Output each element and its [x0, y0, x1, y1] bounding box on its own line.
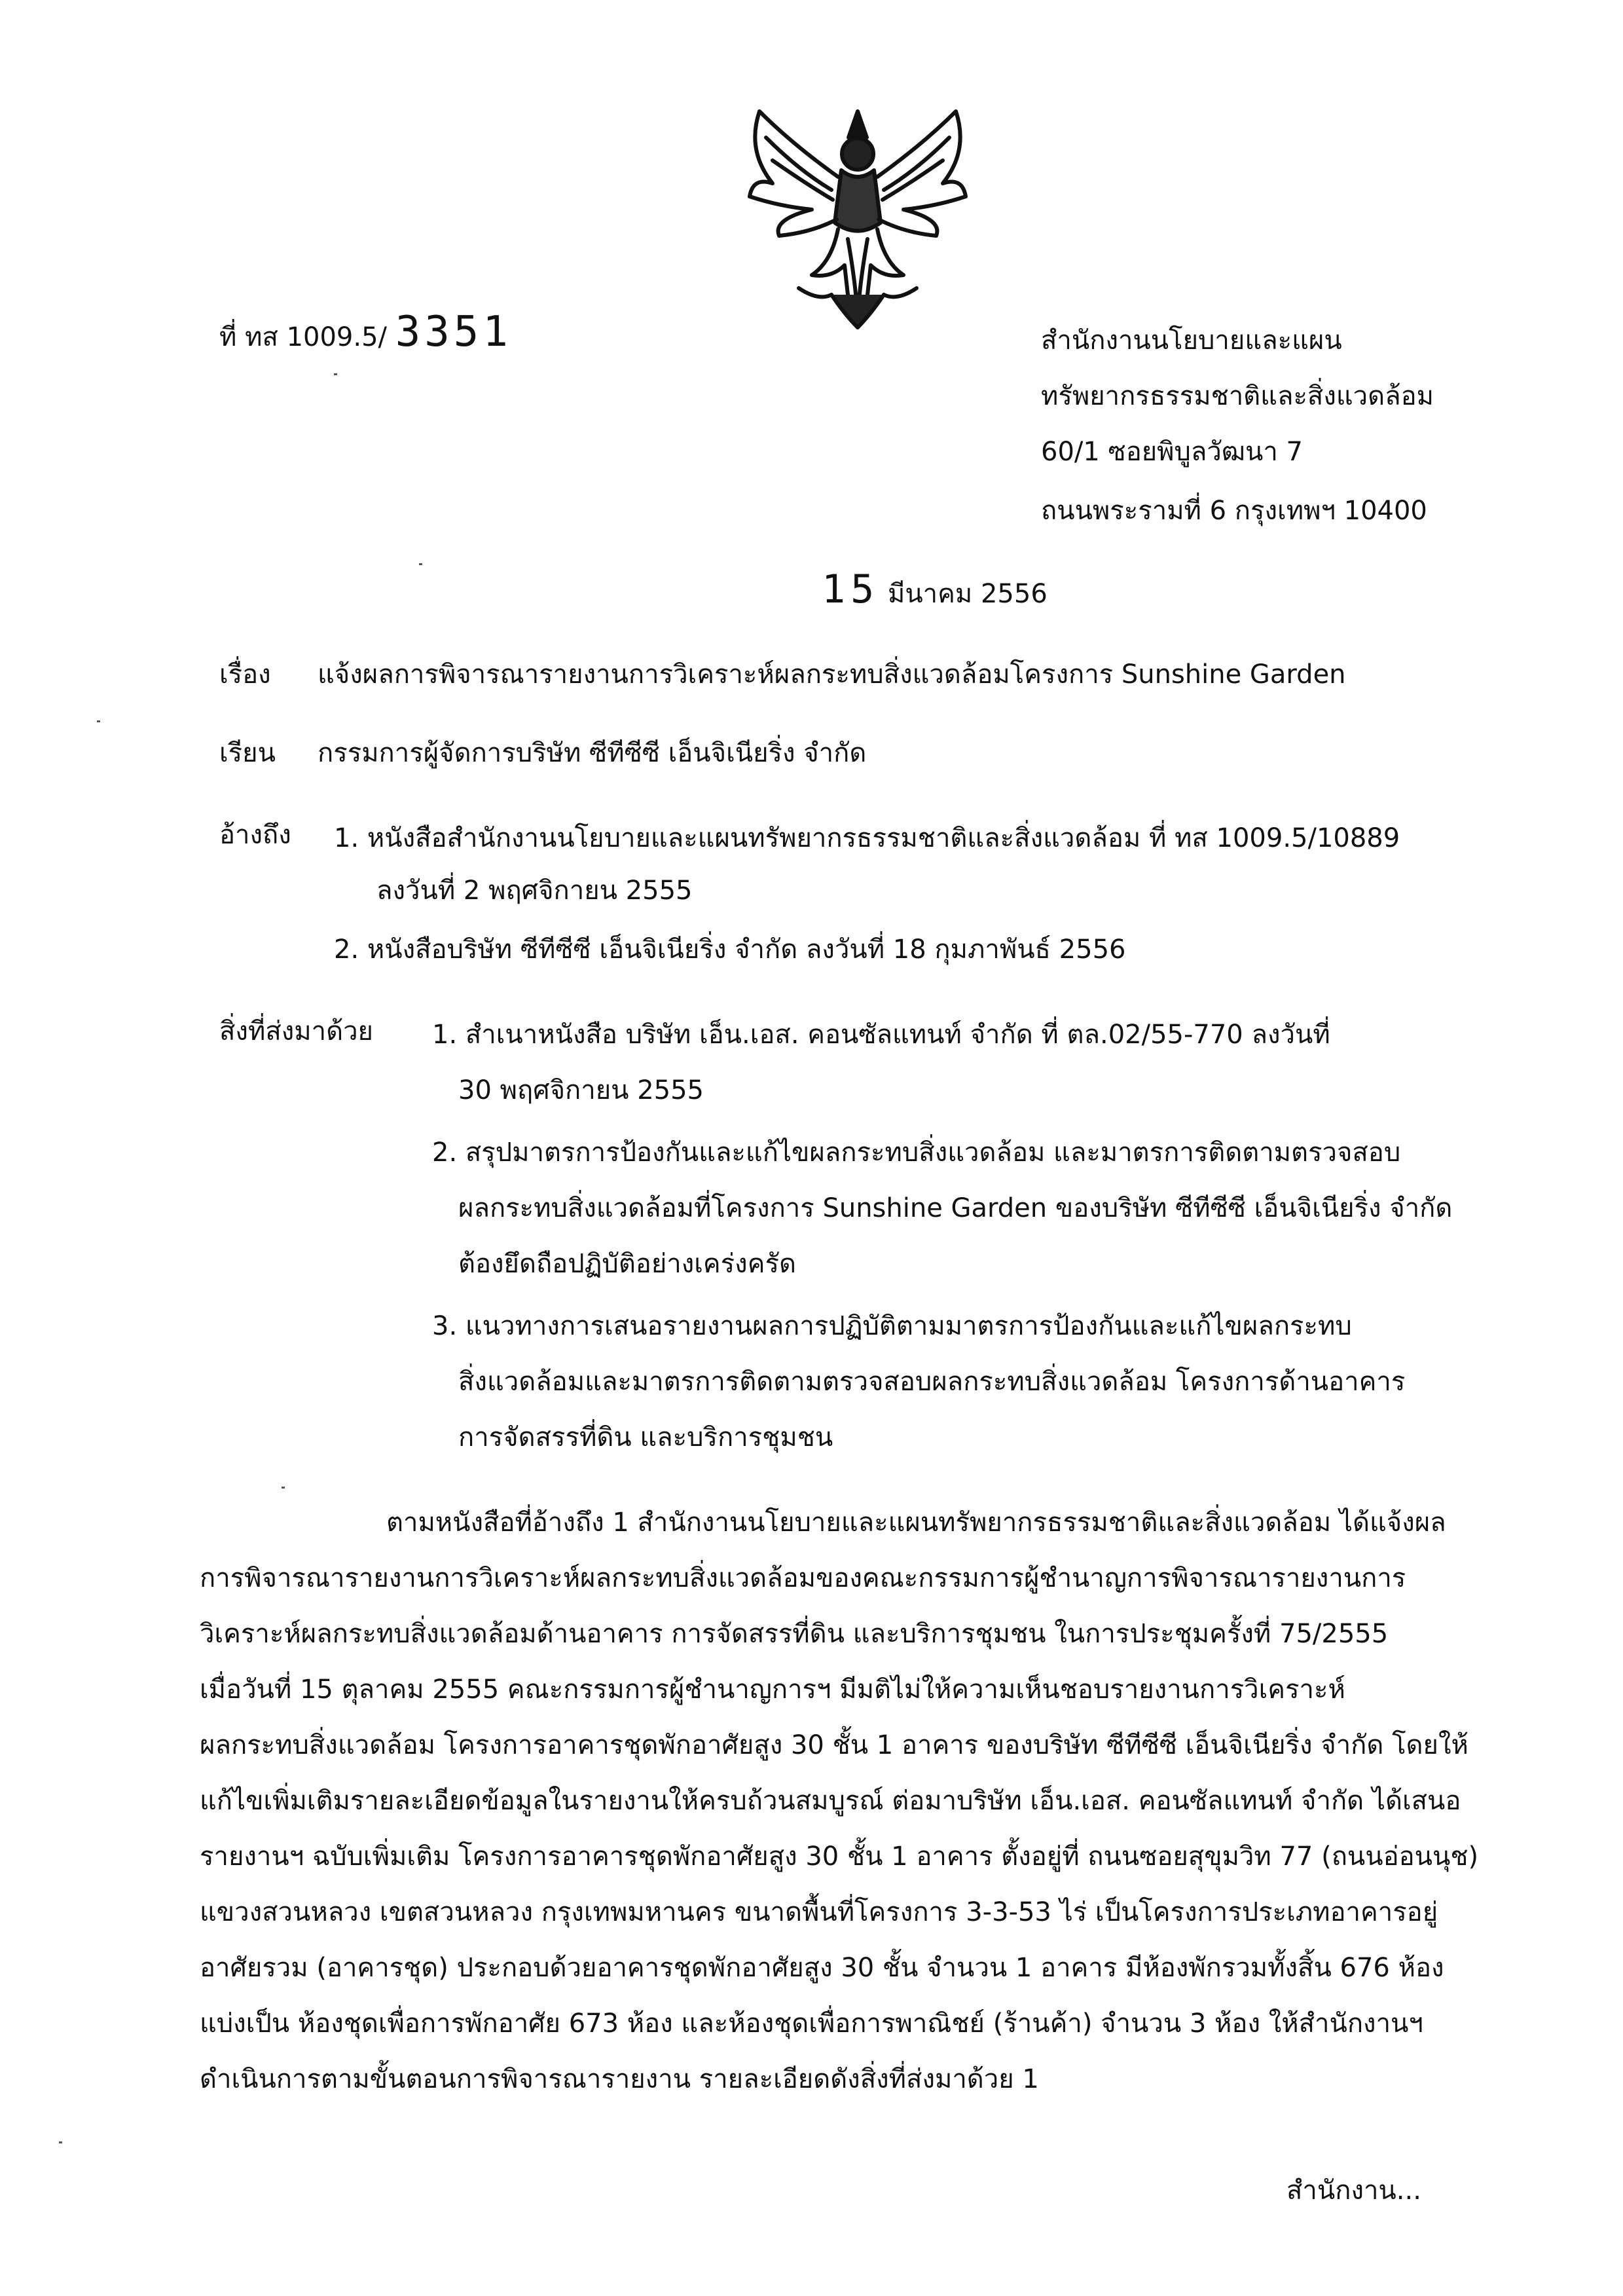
enclosure-line: 2. สรุปมาตรการป้องกันและแก้ไขผลกระทบสิ่งแวดล้อม และมาตรการติดตามตรวจสอบ: [432, 1138, 1401, 1168]
office-line-2: ทรัพยากรธรรมชาติและสิ่งแวดล้อม: [1041, 381, 1434, 411]
enclosure-line: 30 พฤศจิกายน 2555: [458, 1075, 704, 1105]
enclosure-line: 3. แนวทางการเสนอรายงานผลการปฏิบัติตามมาตรการป้องกันและแก้ไขผลกระทบ: [432, 1311, 1352, 1341]
enclosure-line: 1. สำเนาหนังสือ บริษัท เอ็น.เอส. คอนซัลแทนท์ จำกัด ที่ ตล.02/55-770 ลงวันที่: [432, 1020, 1330, 1050]
body-line: วิเคราะห์ผลกระทบสิ่งแวดล้อมด้านอาคาร การจัดสรรที่ดิน และบริการชุมชน ในการประชุมครั้งที่ 75/2555: [200, 1619, 1389, 1649]
references-label: อ้างถึง: [219, 820, 291, 850]
reference-item: ลงวันที่ 2 พฤศจิกายน 2555: [376, 876, 693, 906]
body-line: ผลกระทบสิ่งแวดล้อม โครงการอาคารชุดพักอาศัยสูง 30 ชั้น 1 อาคาร ของบริษัท ซีทีซีซี เอ็นจิเนียริ่ง จำกัด โดยให้: [200, 1730, 1468, 1760]
continuation-note: สำนักงาน...: [1286, 2176, 1421, 2206]
subject-label: เรื่อง: [219, 659, 271, 690]
reference-item: 1. หนังสือสำนักงานนโยบายและแผนทรัพยากรธรรมชาติและสิ่งแวดล้อม ที่ ทส 1009.5/10889: [334, 823, 1400, 853]
scan-speck: [59, 2141, 62, 2143]
scan-speck: [97, 720, 100, 722]
enclosures-label: สิ่งที่ส่งมาด้วย: [219, 1016, 373, 1046]
reference-item: 2. หนังสือบริษัท ซีทีซีซี เอ็นจิเนียริ่ง จำกัด ลงวันที่ 18 กุมภาพันธ์ 2556: [334, 935, 1126, 965]
reference-prefix: ที่ ทส 1009.5/: [219, 322, 388, 352]
recipient-label: เรียน: [219, 738, 276, 768]
office-line-1: สำนักงานนโยบายและแผน: [1041, 325, 1342, 356]
garuda-emblem-icon: [733, 98, 982, 341]
date-rest: มีนาคม 2556: [887, 579, 1048, 609]
body-line: ดำเนินการตามขั้นตอนการพิจารณารายงาน รายละเอียดดังสิ่งที่ส่งมาด้วย 1: [200, 2064, 1039, 2094]
enclosure-line: ผลกระทบสิ่งแวดล้อมที่โครงการ Sunshine Garden ของบริษัท ซีทีซีซี เอ็นจิเนียริ่ง จำกัด: [458, 1193, 1453, 1223]
body-line: แบ่งเป็น ห้องชุดเพื่อการพักอาศัย 673 ห้อง และห้องชุดเพื่อการพาณิชย์ (ร้านค้า) จำนวน 3 ห้อง ให้สำนักงานฯ: [200, 2009, 1423, 2039]
office-line-4: ถนนพระรามที่ 6 กรุงเทพฯ 10400: [1041, 496, 1427, 526]
scan-speck: [419, 563, 422, 565]
scan-speck: [334, 373, 337, 375]
date-day: 15: [822, 566, 880, 612]
body-line: อาศัยรวม (อาคารชุด) ประกอบด้วยอาคารชุดพักอาศัยสูง 30 ชั้น จำนวน 1 อาคาร มีห้องพักรวมทั้งสิ้น 676 ห้อง: [200, 1953, 1444, 1983]
enclosure-line: ต้องยึดถือปฏิบัติอย่างเคร่งครัด: [458, 1249, 796, 1279]
body-line: แก้ไขเพิ่มเติมรายละเอียดข้อมูลในรายงานให้ครบถ้วนสมบูรณ์ ต่อมาบริษัท เอ็น.เอส. คอนซัลแทนท์ จำกัด ได้เสนอ: [200, 1786, 1461, 1816]
document-reference: [219, 308, 512, 358]
body-line: รายงานฯ ฉบับเพิ่มเติม โครงการอาคารชุดพักอาศัยสูง 30 ชั้น 1 อาคาร ตั้งอยู่ที่ ถนนซอยสุขุมวิท 77 (ถนนอ่อนนุช): [200, 1842, 1479, 1872]
office-line-3: 60/1 ซอยพิบูลวัฒนา 7: [1041, 437, 1303, 467]
letter-date: [822, 566, 1048, 614]
subject-text: แจ้งผลการพิจารณารายงานการวิเคราะห์ผลกระทบสิ่งแวดล้อมโครงการ Sunshine Garden: [318, 659, 1346, 690]
enclosure-line: การจัดสรรที่ดิน และบริการชุมชน: [458, 1422, 833, 1453]
body-line: เมื่อวันที่ 15 ตุลาคม 2555 คณะกรรมการผู้ชำนาญการฯ มีมติไม่ให้ความเห็นชอบรายงานการวิเคราะห์: [200, 1675, 1345, 1705]
body-line: ตามหนังสือที่อ้างถึง 1 สำนักงานนโยบายและแผนทรัพยากรธรรมชาติและสิ่งแวดล้อม ได้แจ้งผล: [386, 1508, 1446, 1538]
recipient-text: กรรมการผู้จัดการบริษัท ซีทีซีซี เอ็นจิเนียริ่ง จำกัด: [318, 738, 867, 768]
body-line: การพิจารณารายงานการวิเคราะห์ผลกระทบสิ่งแวดล้อมของคณะกรรมการผู้ชำนาญการพิจารณารายงานการ: [200, 1563, 1406, 1593]
scan-speck: [282, 1487, 285, 1489]
body-line: แขวงสวนหลวง เขตสวนหลวง กรุงเทพมหานคร ขนาดพื้นที่โครงการ 3-3-53 ไร่ เป็นโครงการประเภทอาคารอยู่: [200, 1897, 1438, 1927]
reference-number: 3351: [395, 308, 512, 356]
enclosure-line: สิ่งแวดล้อมและมาตรการติดตามตรวจสอบผลกระทบสิ่งแวดล้อม โครงการด้านอาคาร: [458, 1367, 1406, 1397]
